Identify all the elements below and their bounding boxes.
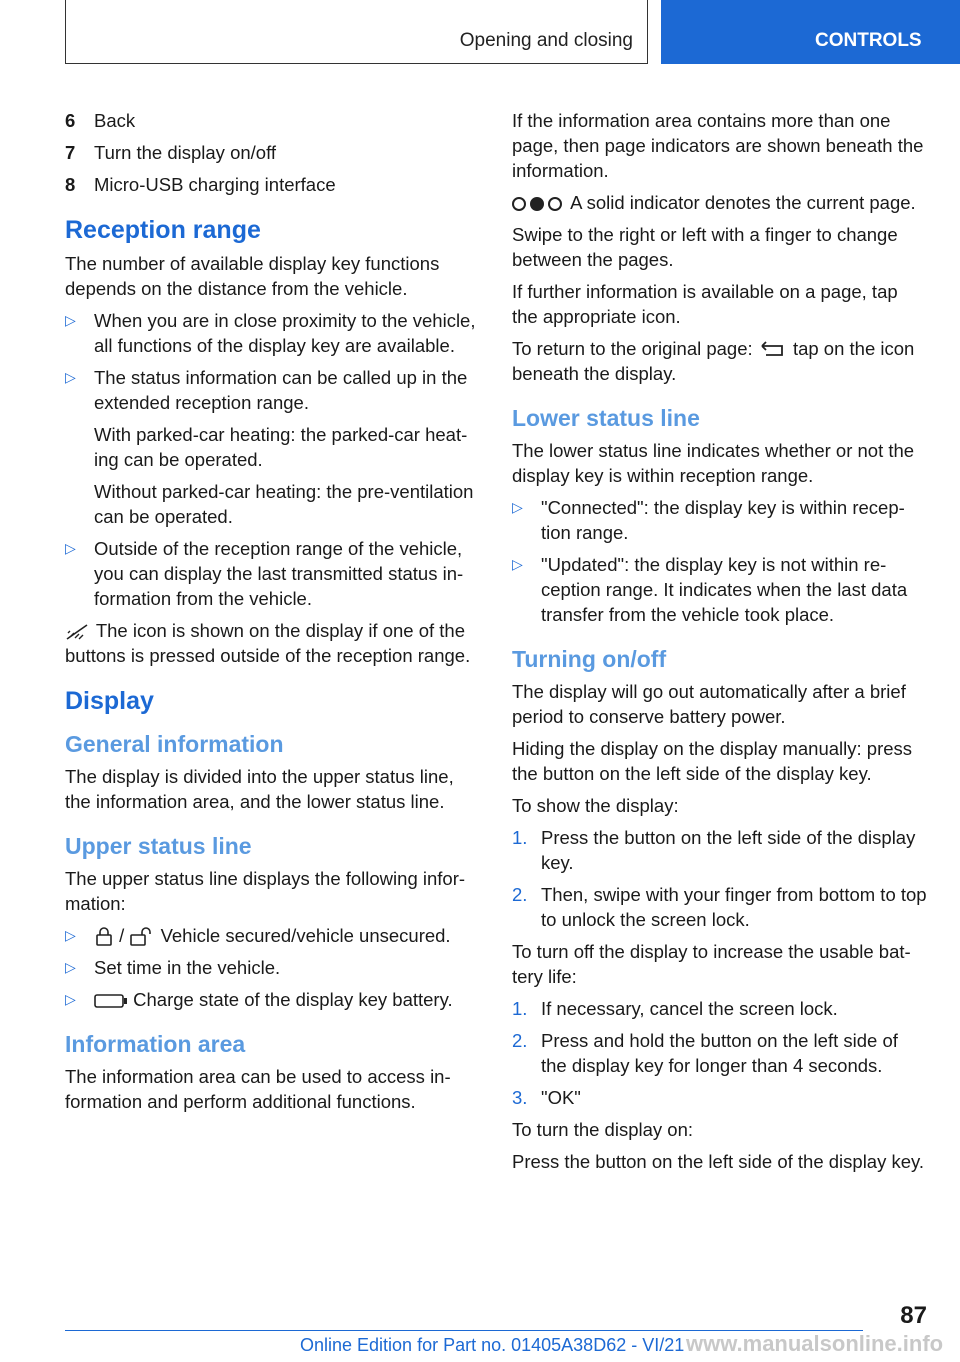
turning-text-5: To turn the display on: — [512, 1119, 693, 1140]
triangle-bullet-icon: ▷ — [512, 556, 523, 572]
turning-text-2: Hiding the display on the display manually: press the button on the left side of the display key. — [512, 738, 913, 784]
general-info-heading: General information — [65, 731, 284, 757]
bullet-item: ▷ / Vehicle secured/vehicle unsecured. — [65, 925, 451, 946]
watermark: www.manualsonline.info — [686, 1331, 944, 1356]
bullet-item: ▷ When you are in close proximity to the vehicle, all functions of the display key are available. — [65, 310, 476, 356]
battery-icon — [94, 993, 128, 1009]
triangle-bullet-icon: ▷ — [65, 927, 76, 943]
triangle-bullet-icon: ▷ — [65, 540, 76, 556]
reception-icon-note: The icon is shown on the display if one of the buttons is pressed outside of the reception range. — [65, 620, 471, 666]
back-arrow-icon — [758, 341, 788, 359]
list-item: 6 Back — [65, 110, 136, 131]
turning-text-1: The display will go out automatically after a brief period to conserve battery power. — [512, 681, 906, 727]
header-chapter-title: CONTROLS — [815, 30, 922, 51]
info-area-heading: Information area — [65, 1031, 246, 1057]
header-chapter-tab — [661, 0, 960, 64]
bullet-item: ▷ "Connected": the display key is within reception range. — [512, 497, 905, 543]
page-indicator-note: A solid indicator denotes the current page. — [512, 190, 927, 215]
swipe-text: Swipe to the right or left with a finger to change between the pages. — [512, 224, 898, 270]
triangle-bullet-icon: ▷ — [65, 991, 76, 1007]
page-number: 87 — [900, 1302, 927, 1329]
turning-text-4: To turn off the display to increase the usable battery life: — [512, 941, 911, 987]
page-indicator-icon — [512, 192, 570, 213]
left-column — [65, 108, 481, 1121]
right-column — [512, 108, 927, 1181]
list-item: 2. Press and hold the button on the left side of the display key for longer than 4 seconds. — [512, 1030, 898, 1076]
triangle-bullet-icon: ▷ — [65, 312, 76, 328]
page-indicator-text: If the information area contains more than one page, then page indicators are shown beneath the information. — [512, 110, 924, 181]
reception-intro: The number of available display key functions depends on the distance from the vehicle. — [65, 253, 440, 299]
triangle-bullet-icon: ▷ — [512, 499, 523, 515]
display-heading: Display — [65, 687, 154, 715]
bullet-item: ▷ Outside of the reception range of the vehicle, you can display the last transmitted status information from the vehicle. — [65, 538, 464, 609]
bullet-item: ▷ Charge state of the display key battery. — [65, 989, 453, 1010]
triangle-bullet-icon: ▷ — [65, 369, 76, 385]
list-item: 8 Micro-USB charging interface — [65, 174, 336, 195]
turning-text-6: Press the button on the left side of the display key. — [512, 1151, 925, 1172]
bullet-item: ▷ Set time in the vehicle. — [65, 957, 281, 978]
bullet-item: ▷ "Updated": the display key is not within reception range. It indicates when the last data transfer from the vehicle took place. — [512, 554, 908, 625]
list-item: 3. "OK" — [512, 1087, 581, 1108]
lock-open-icon — [129, 927, 155, 947]
header-section-box — [65, 0, 648, 64]
lock-closed-icon — [94, 927, 114, 947]
list-item: 7 Turn the display on/off — [65, 142, 277, 163]
list-item: 1. If necessary, cancel the screen lock. — [512, 998, 838, 1019]
general-info-text: The display is divided into the upper status line, the information area, and the lower status line. — [65, 766, 454, 812]
triangle-bullet-icon: ▷ — [65, 959, 76, 975]
return-text: To return to the original page: tap on the icon beneath the display. — [512, 338, 915, 384]
tap-icon-text: If further information is available on a page, tap the appropriate icon. — [512, 281, 898, 327]
no-signal-icon — [65, 623, 91, 641]
list-item: 2. Then, swipe with your finger from bottom to top to unlock the screen lock. — [512, 884, 927, 930]
footer-edition: Online Edition for Part no. 01405A38D62 - VI/21 — [300, 1335, 685, 1355]
info-area-text: The information area can be used to access information and perform additional functions. — [65, 1066, 451, 1112]
turning-text-3: To show the display: — [512, 795, 679, 816]
upper-status-heading: Upper status line — [65, 833, 252, 859]
upper-status-text: The upper status line displays the following information: — [65, 868, 466, 914]
list-item: 1. Press the button on the left side of the display key. — [512, 827, 916, 873]
turning-heading: Turning on/off — [512, 646, 667, 672]
reception-heading: Reception range — [65, 216, 261, 244]
lower-status-heading: Lower status line — [512, 405, 700, 431]
lower-status-text: The lower status line indicates whether or not the display key is within reception range. — [512, 440, 915, 486]
bullet-item: ▷ The status information can be called up in the extended reception range. With parked-car heating: the parked-car heating can be operated. Without parked-car heating: the pre-ventilation can be operated. — [65, 367, 474, 527]
header-section-title: Opening and closing — [459, 30, 633, 51]
